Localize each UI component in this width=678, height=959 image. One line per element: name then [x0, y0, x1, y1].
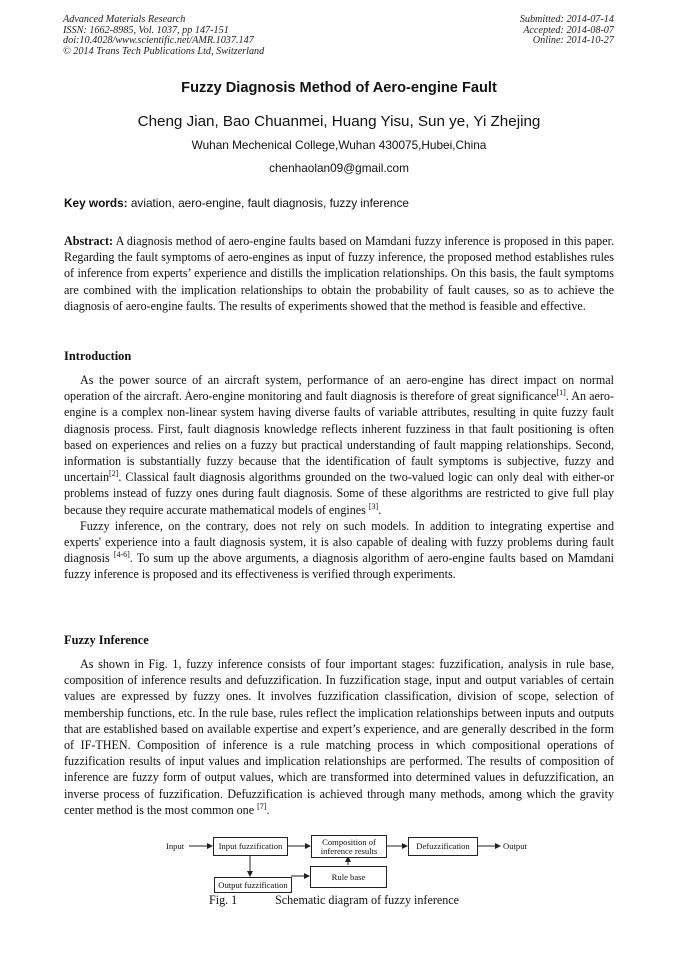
fuzzy-inference-body — [64, 656, 614, 818]
figure-caption — [209, 893, 459, 908]
submitted-date: Submitted: 2014-07-14 — [519, 14, 614, 25]
output-fuzzification-box: Output fuzzification — [214, 877, 292, 893]
author-email[interactable]: chenhaolan09@gmail.com — [269, 161, 409, 175]
diagram-input-label: Input — [166, 841, 185, 851]
abstract-text: A diagnosis method of aero-engine faults based on Mamdani fuzzy inference is proposed in this paper. Regarding the fault symptoms of aero-engines as input of fuzzy inference, the proposed method establishes rules of inference from experts’ experience and distills the implication relationships. On this basis, the fault symptoms are combined with the implication relationships to obtain the probability of fault causes, so as to achieve the diagnosis of aero-engine faults. The results of experiments showed that the method is feasible and effective. — [64, 234, 614, 313]
abstract-label: Abstract: — [64, 234, 114, 248]
introduction-body — [64, 372, 614, 583]
figure-caption-text: Schematic diagram of fuzzy inference — [275, 893, 459, 907]
keywords — [64, 196, 409, 210]
abstract — [64, 233, 614, 314]
author-list: Cheng Jian, Bao Chuanmei, Huang Yisu, Sun ye, Yi Zhejing — [137, 113, 541, 130]
fuzzy-inference-diagram — [0, 832, 678, 896]
copyright-line: © 2014 Trans Tech Publications Ltd, Switzerland — [63, 45, 265, 57]
text-run: As the power source of an aircraft system, performance of an aero-engine has direct impact on normal operation of the aircraft. Aero-engine monitoring and fault diagnosis is therefore of great significance — [64, 373, 614, 404]
text-run: . An aero-engine is a complex non-linear system having diverse faults of variable attributes, resulting in quite fuzzy fault diagnosis process. First, fault diagnosis knowledge reflects inherent fuzziness in that fault positioning is often based on experiences and relies on a fuzzy but practical understanding of fault mapping relationships. Second, information is substantially fuzzy because that the identification of fault symptoms is subjective, fuzzy and uncertain — [64, 389, 614, 485]
paragraph — [64, 656, 614, 818]
issn-line: ISSN: 1662-8985, Vol. 1037, pp 147-151 — [63, 24, 229, 36]
text-run: . — [266, 802, 270, 817]
citation[interactable]: [4-6] — [113, 550, 130, 560]
citation[interactable]: [7] — [257, 801, 267, 811]
keywords-text: aviation, aero-engine, fault diagnosis, fuzzy inference — [127, 196, 409, 210]
accepted-date: Accepted: 2014-08-07 — [523, 24, 614, 36]
doi-line: doi:10.4028/www.scientific.net/AMR.1037.147 — [63, 35, 254, 47]
diagram-output-label: Output — [503, 841, 527, 851]
keywords-label: Key words: — [64, 196, 128, 210]
online-date: Online: 2014-10-27 — [532, 35, 614, 47]
text-run: . To sum up the above arguments, a diagnosis algorithm of aero-engine faults based on Mamdani fuzzy inference is proposed and its effectiveness is verified through experiments. — [64, 551, 615, 582]
journal-name: Advanced Materials Research — [63, 14, 186, 25]
defuzzification-box: Defuzzification — [408, 837, 478, 856]
paper-title: Fuzzy Diagnosis Method of Aero-engine Fault — [181, 80, 497, 96]
journal-info — [63, 15, 264, 57]
citation[interactable]: [2] — [109, 469, 119, 479]
affiliation: Wuhan Mechenical College,Wuhan 430075,Hubei,China — [191, 138, 487, 152]
citation[interactable]: [1] — [556, 388, 566, 398]
text-run: As shown in Fig. 1, fuzzy inference consists of four important stages: fuzzification, analysis in rule base, composition of inference results and defuzzification. In fuzzification stage, input and output variables of certain values are expressed by fuzzy ones. It involves fuzzification classification, division of scope, selection of membership functions, etc. In the rule base, rules reflect the implication relationships between inputs and outputs that are established based on available expertise and expert’s experience, and are generally described in the form of IF-THEN. Composition of inference is a rule matching process in which compositional operations of fuzzification results of input values and implication relationships are performed. The results of composition of inference are fuzzy form of output values, which are transformed into determined values in defuzzification, an inverse process of fuzzification. Defuzzification is achieved through many methods, among which the gravity center method is the most common one — [64, 657, 614, 817]
rule-base-box: Rule base — [310, 866, 387, 888]
publication-dates — [520, 15, 614, 47]
paragraph — [64, 372, 614, 518]
text-run: Fuzzy inference, on the contrary, does not rely on such models. In addition to integrating expertise and experts' experience into a fault diagnosis system, it is also capable of dealing with fuzzy problems during fault diagnosis — [64, 518, 614, 566]
text-run: . — [378, 502, 382, 517]
figure-number: Fig. 1 — [209, 893, 238, 907]
paragraph — [64, 518, 614, 583]
citation[interactable]: [3] — [368, 501, 379, 511]
section-heading-fuzzy-inference: Fuzzy Inference — [64, 633, 149, 647]
input-fuzzification-box: Input fuzzification — [213, 837, 288, 856]
section-heading-introduction: Introduction — [64, 349, 132, 363]
composition-box: Composition of inference results — [311, 835, 387, 858]
text-run: . Classical fault diagnosis algorithms grounded on the two-valued logic can only deal with either-or problems instead of fuzzy ones during fault diagnosis. Some of these algorithms are restricted to give full play because they require accurate mathematical models of engines — [64, 470, 614, 517]
